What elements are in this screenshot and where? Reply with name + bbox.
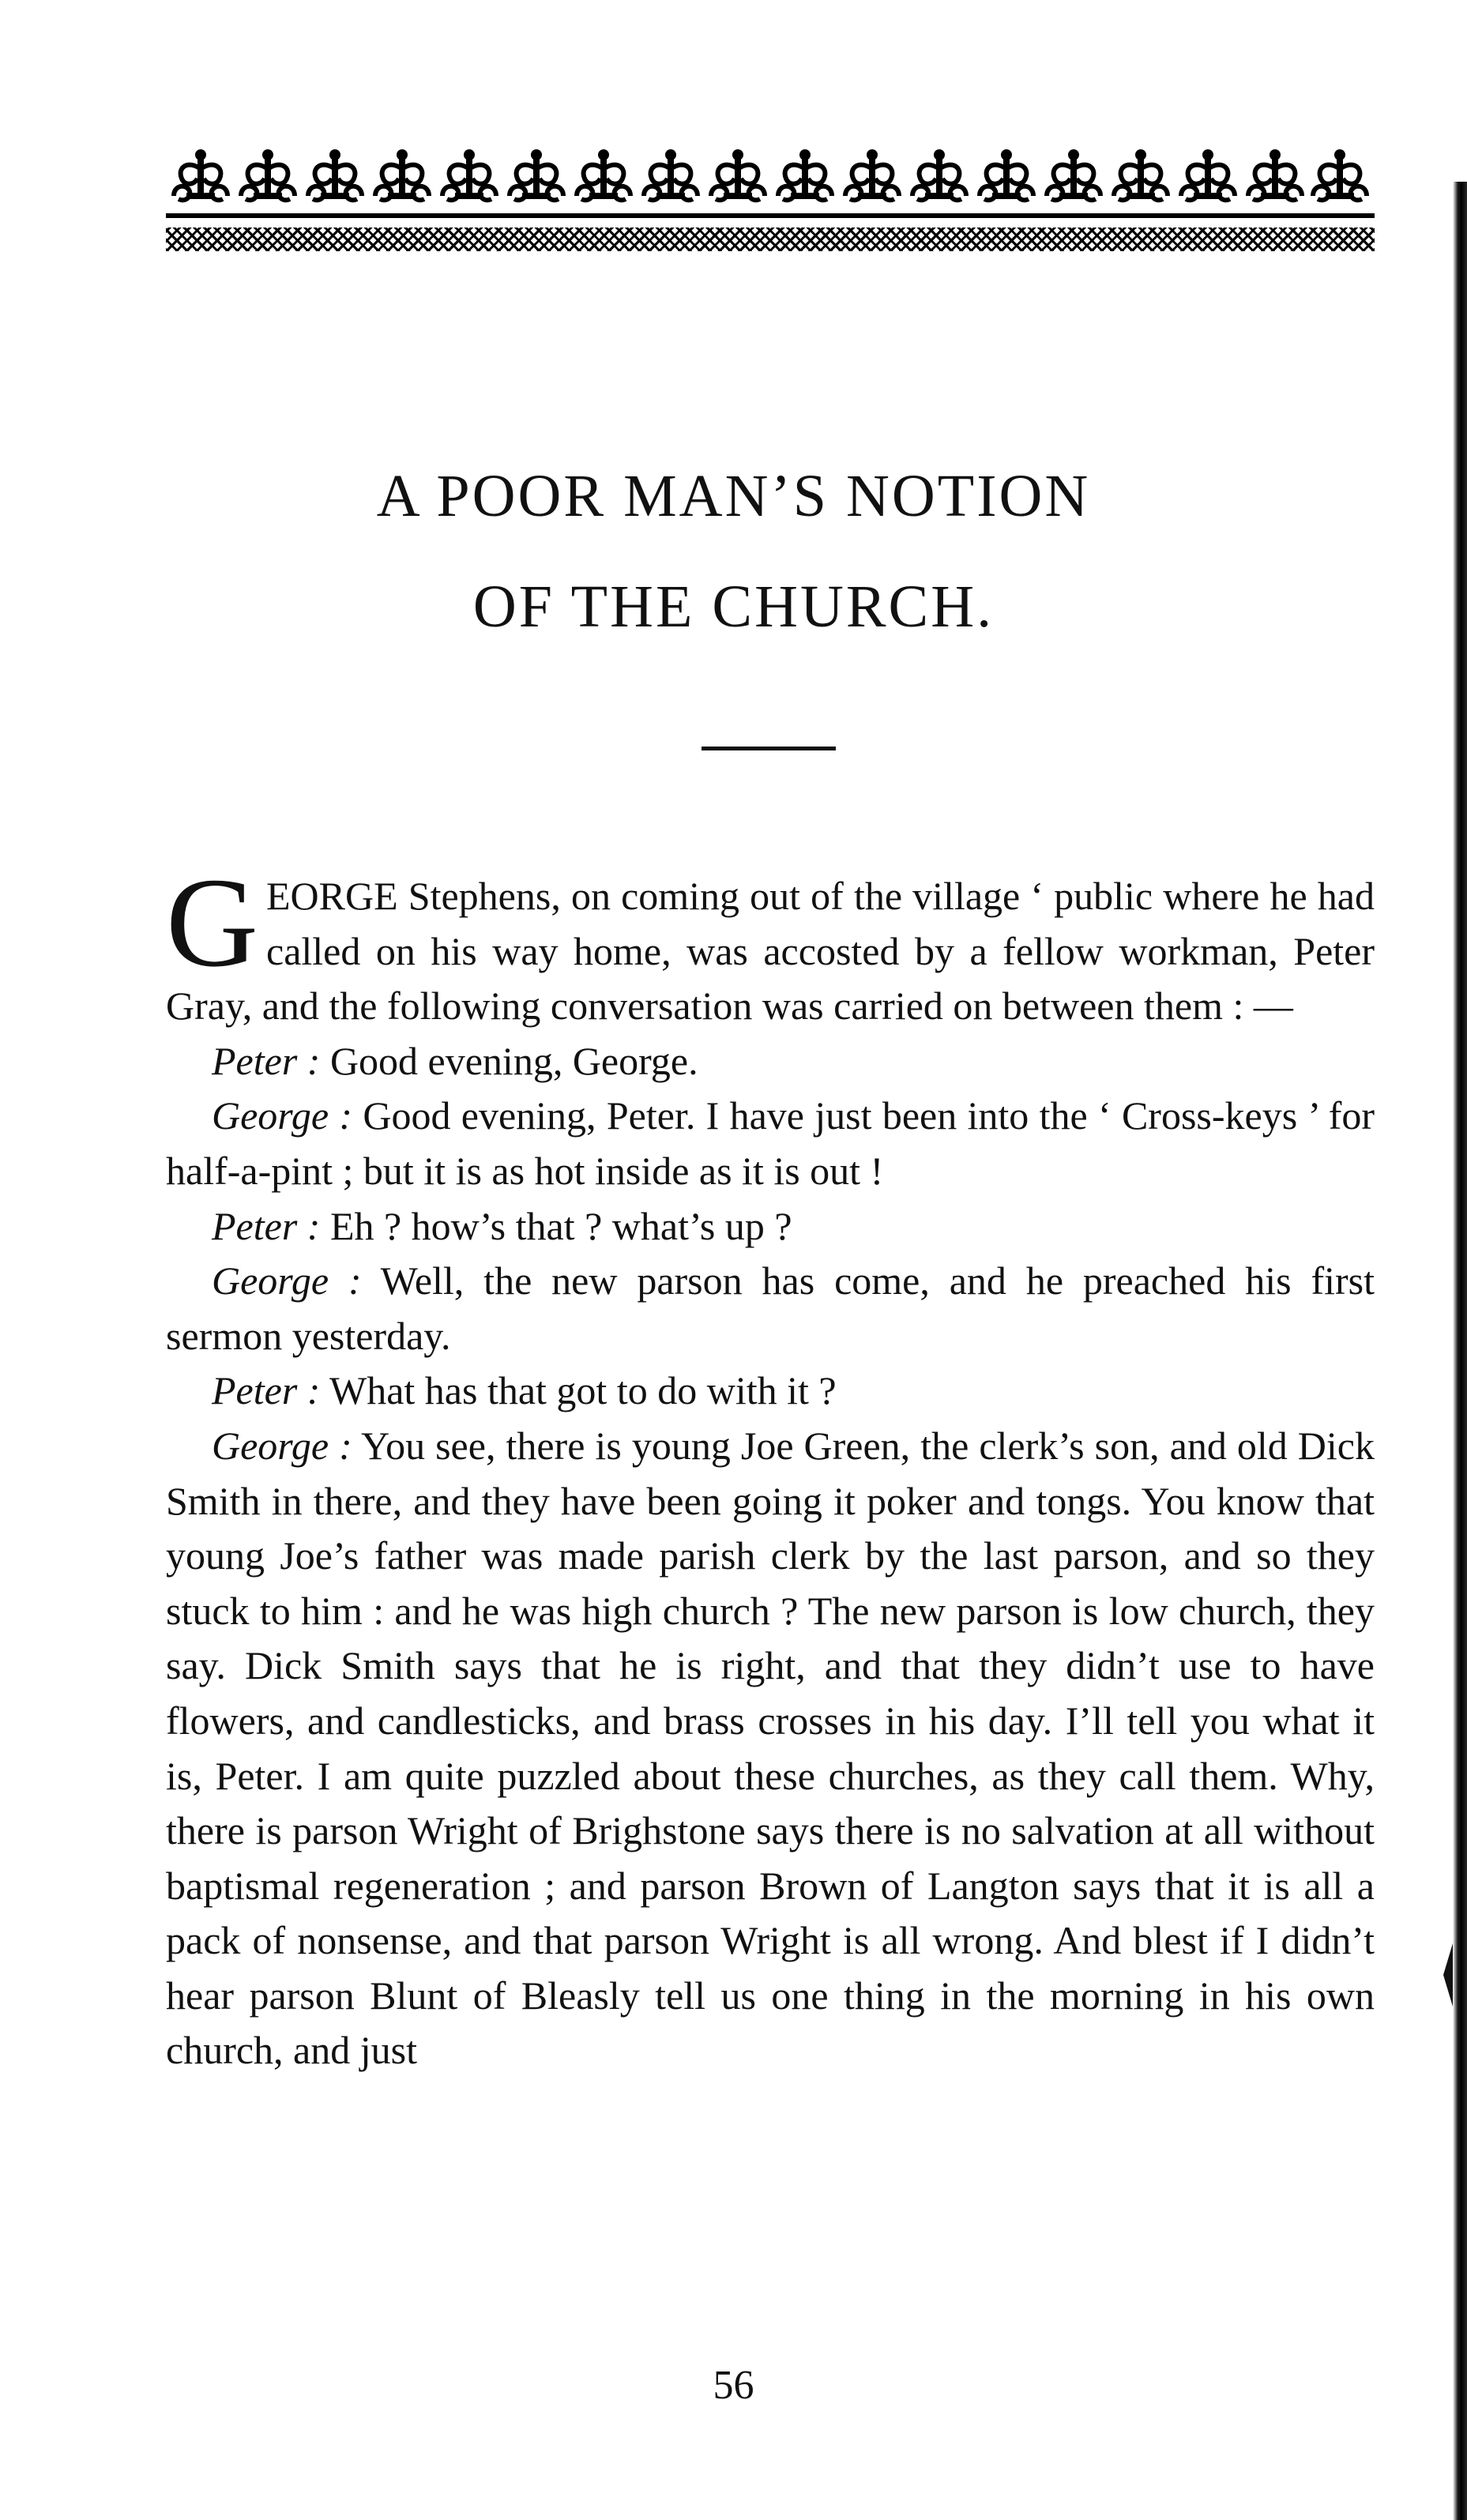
fleuron-row xyxy=(166,142,1375,205)
header-ornament xyxy=(166,142,1375,269)
paragraph-text: You see, there is young Joe Green, the clerk’s son, and old Dick Smith in there, and they have been going it poker and tongs. You know that young Joe’s father was made parish clerk by the last parson, and so they stuck to him : and he was high church ? The new parson is low church, they say. Dick Smith says that he is right, and that they didn’t use to have flowers, and candlesticks, and brass crosses in his day. I’ll tell you what it is, Peter. I am quite puzzled about these churches, as they call them. Why, there is parson Wright of Brighstone says there is no salvation at all without baptismal regeneration ; and parson Brown of Langton says that it is all a pack of nonsense, and that parson Wright is all wrong. And blest if I didn’t hear parson Blunt of Bleasly tell us one thing in the morning in his own church, and just xyxy=(166,1423,1375,2073)
speaker-label: George : xyxy=(212,1423,352,1468)
paragraph-text: EORGE Stephens, on coming out of the village ‘ public where he had called on his way home, was accosted by a fellow workman, Peter Gray, and the following conversation was carried on between them : — xyxy=(166,874,1375,1029)
speaker-label: George : xyxy=(212,1258,362,1303)
ornament-rule xyxy=(166,213,1375,218)
paragraph-text: Well, the new parson has come, and he preached his first sermon yesterday. xyxy=(166,1258,1375,1358)
dialogue-paragraph xyxy=(166,1419,1375,2078)
paragraph-opening xyxy=(166,852,1375,1034)
dialogue-paragraph xyxy=(166,1363,1375,1419)
speaker-label: George : xyxy=(212,1093,353,1138)
chapter-title-line-1: A POOR MAN’S NOTION xyxy=(376,463,1091,529)
speaker-label: Peter : xyxy=(212,1368,321,1413)
paragraph-text: Eh ? how’s that ? what’s up ? xyxy=(320,1203,792,1248)
paragraph-text: Good evening, Peter. I have just been into the ‘ Cross-keys ’ for half-a-pint ; but it is as hot inside as it is out ! xyxy=(166,1093,1375,1193)
dialogue-paragraph xyxy=(166,1089,1375,1198)
page-edge-mark xyxy=(1443,1943,1453,2007)
page-edge-shadow xyxy=(1453,182,1467,2520)
dialogue-paragraph xyxy=(166,1199,1375,1254)
paragraph-text: What has that got to do with it ? xyxy=(320,1368,837,1413)
speaker-label: Peter : xyxy=(212,1038,321,1083)
chapter-title-line-2: OF THE CHURCH. xyxy=(472,574,995,640)
drop-cap: G xyxy=(166,852,258,994)
title-divider xyxy=(702,747,836,750)
page-number: 56 xyxy=(713,2363,754,2408)
paragraph-text: Good evening, George. xyxy=(320,1038,698,1083)
body-text xyxy=(166,852,1375,2078)
speaker-label: Peter : xyxy=(212,1203,321,1248)
dialogue-paragraph xyxy=(166,1034,1375,1089)
dialogue-paragraph xyxy=(166,1254,1375,1363)
ornament-band xyxy=(166,228,1375,251)
